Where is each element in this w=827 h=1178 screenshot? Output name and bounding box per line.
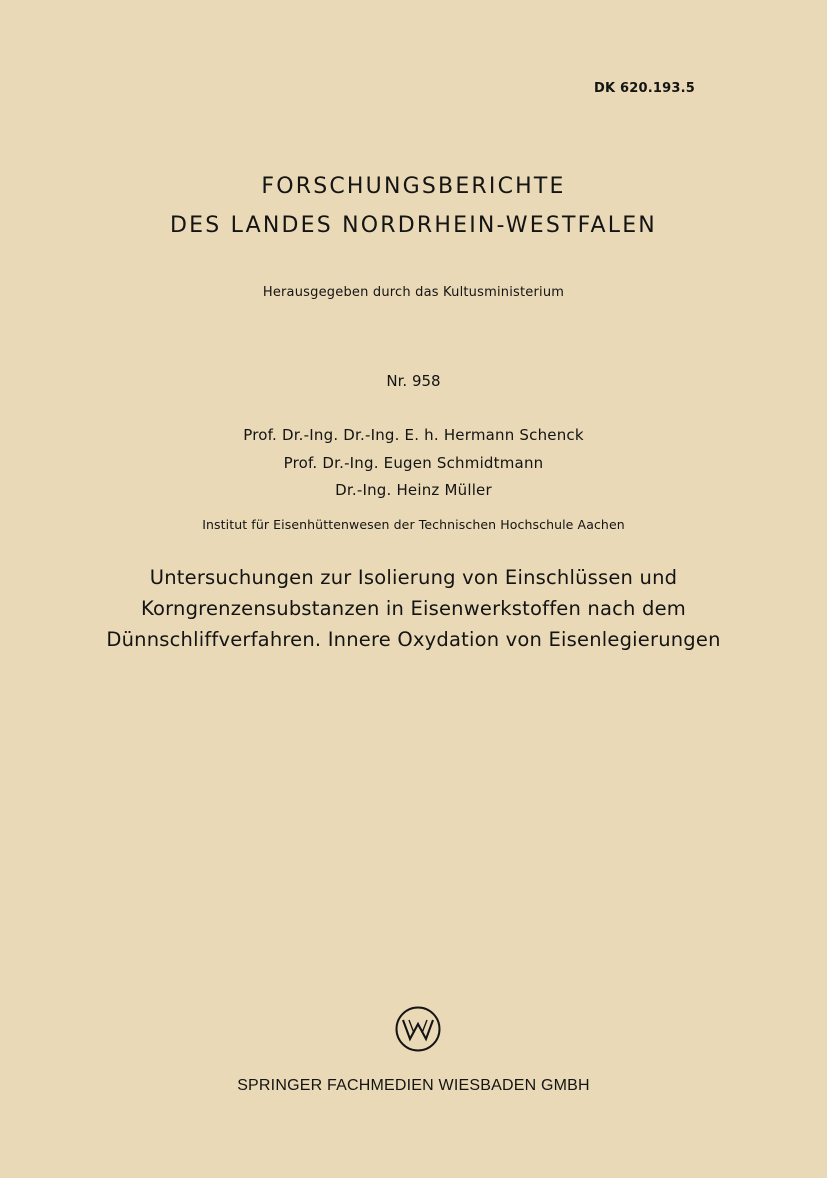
report-number: Nr. 958 <box>386 372 441 390</box>
author-3: Dr.-Ing. Heinz Müller <box>335 481 492 499</box>
publisher-note: Herausgegeben durch das Kultusministerium <box>262 285 565 300</box>
publisher-imprint: SPRINGER FACHMEDIEN WIESBADEN GMBH <box>237 1077 590 1094</box>
springer-vw-logo-icon <box>394 1005 442 1053</box>
author-2: Prof. Dr.-Ing. Eugen Schmidtmann <box>283 454 544 472</box>
series-title-line-2: DES LANDES NORDRHEIN-WESTFALEN <box>170 213 657 238</box>
title-line-3: Dünnschliffverfahren. Innere Oxydation von Eisenlegierungen <box>106 628 721 651</box>
author-1: Prof. Dr.-Ing. Dr.-Ing. E. h. Hermann Schenck <box>243 426 584 444</box>
series-title-line-1: FORSCHUNGSBERICHTE <box>261 174 566 199</box>
institute: Institut für Eisenhüttenwesen der Technischen Hochschule Aachen <box>202 517 625 532</box>
title-line-2: Korngrenzensubstanzen in Eisenwerkstoffen nach dem <box>141 597 686 620</box>
title-line-1: Untersuchungen zur Isolierung von Einschlüssen und <box>149 566 678 589</box>
dk-classification: DK 620.193.5 <box>594 81 695 96</box>
